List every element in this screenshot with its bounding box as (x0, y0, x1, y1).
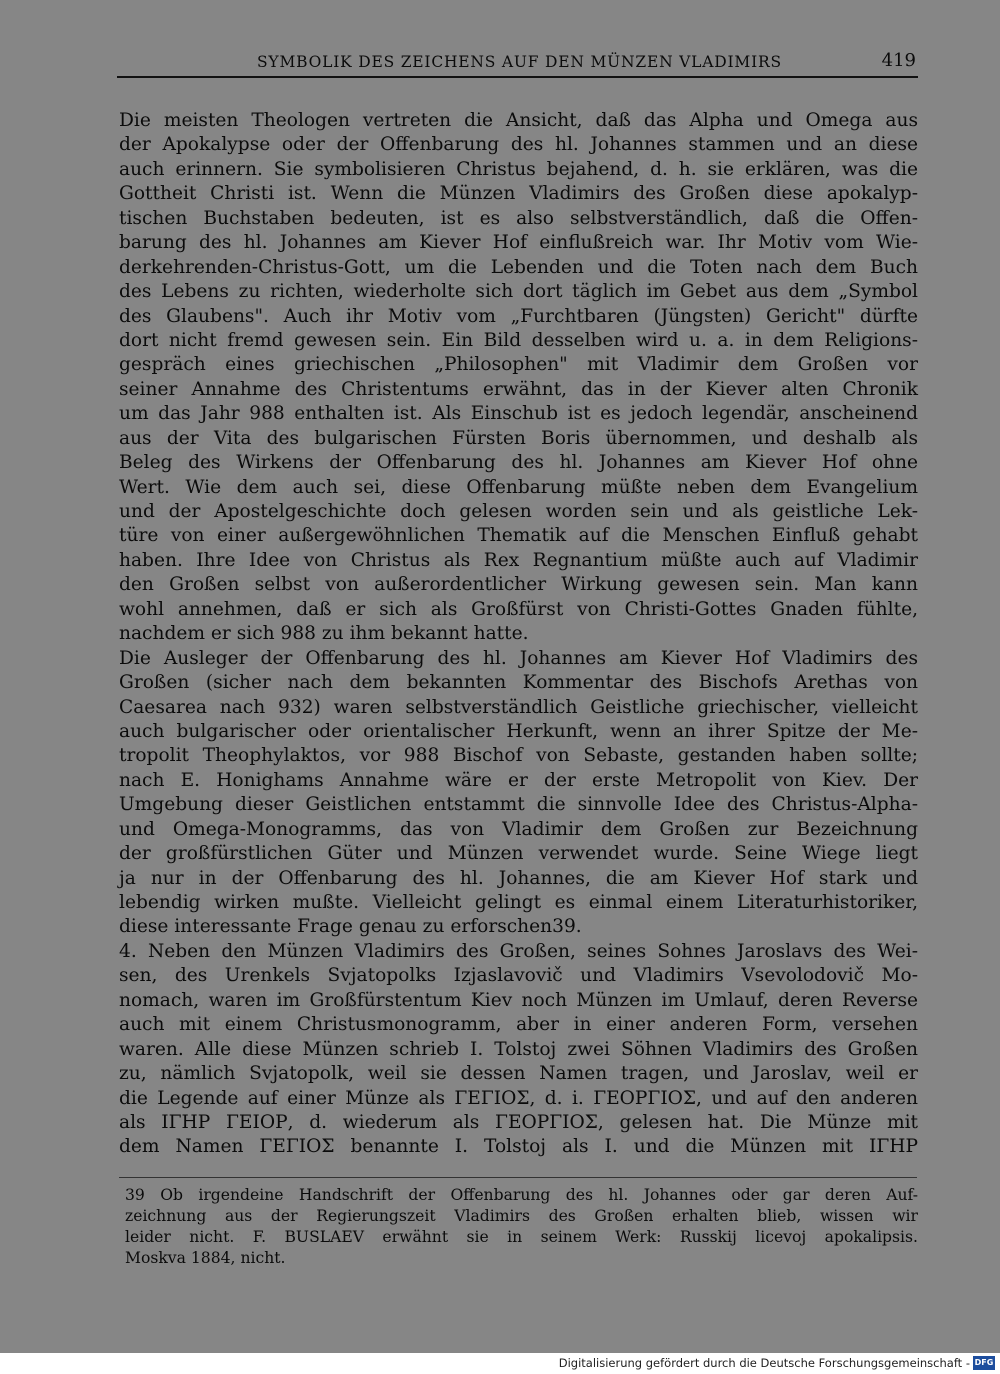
text-line: Beleg des Wirkens der Offenbarung des hl. Johannes am Kiever Hof ohne (119, 452, 918, 474)
text-line: ja nur in der Offenbarung des hl. Johannes, die am Kiever Hof stark und (119, 867, 918, 889)
text-line: und Omega-Monogramms, das von Vladimir dem Großen zur Bezeichnung (119, 818, 918, 840)
text-line: barung des hl. Johannes am Kiever Hof einflußreich war. Ihr Motiv vom Wie- (119, 232, 918, 254)
text-line: der großfürstlichen Güter und Münzen verwendet wurde. Seine Wiege liegt (119, 843, 918, 865)
text-line: nach E. Honighams Annahme wäre er der erste Metropolit von Kiev. Der (119, 769, 918, 791)
text-line: Die meisten Theologen vertreten die Ansicht, daß das Alpha und Omega aus (119, 110, 918, 131)
text-line: die Legende auf einer Münze als ΓΕΓΙΟΣ, d. i. ΓΕΟΡΓΙΟΣ, und auf den anderen (119, 1087, 918, 1109)
text-line: zu, nämlich Svjatopolk, weil sie dessen Namen tragen, und Jaroslav, weil er (119, 1063, 918, 1085)
text-line: Caesarea nach 932) waren selbstverständlich Geistliche griechischer, vielleicht (119, 696, 918, 718)
page-header (117, 50, 918, 78)
text-line: Die Ausleger der Offenbarung des hl. Johannes am Kiever Hof Vladimirs des (119, 647, 918, 669)
text-line: auch bulgarischer oder orientalischer Herkunft, wenn an ihrer Spitze der Me- (119, 720, 918, 742)
text-line: tropolit Theophylaktos, vor 988 Bischof von Sebaste, gestanden haben sollte; (119, 745, 918, 767)
text-line: 4. Neben den Münzen Vladimirs des Großen, seines Sohnes Jaroslavs des Wei- (119, 940, 918, 962)
text-line: nachdem er sich 988 zu ihm bekannt hatte. (119, 623, 529, 645)
text-line: auch mit einem Christusmonogramm, aber in einer anderen Form, versehen (119, 1014, 918, 1036)
text-line: tischen Buchstaben bedeuten, ist es also selbstverständlich, daß die Offen- (119, 207, 918, 229)
text-line: lebendig wirken mußte. Vielleicht gelingt es einmal einem Literaturhistoriker, (119, 892, 918, 913)
text-line: als ΙΓΗΡ ΓΕΙΟΡ, d. wiederum als ΓΕΟΡΓΙΟΣ, gelesen hat. Die Münze mit (119, 1111, 918, 1133)
text-line: dem Namen ΓΕΓΙΟΣ benannte I. Tolstoj als I. und die Münzen mit ΙΓΗΡ (119, 1136, 918, 1158)
footnote-line: zeichnung aus der Regierungszeit Vladimirs des Großen erhalten blieb, wissen wir (125, 1207, 918, 1225)
text-line: gespräch eines griechischen „Philosophen" mit Vladimir dem Großen vor (119, 354, 918, 376)
text-line: aus der Vita des bulgarischen Fürsten Boris übernommen, und deshalb als (119, 427, 918, 449)
text-line: türe von einer außergewöhnlichen Thematik auf die Menschen Einfluß gehabt (119, 525, 918, 547)
text-line: nomach, waren im Großfürstentum Kiev noch Münzen im Umlauf, deren Reverse (119, 989, 918, 1011)
text-line: den Großen selbst von außerordentlicher Wirkung gewesen sein. Man kann (119, 574, 918, 596)
text-line: der Apokalypse oder der Offenbarung des hl. Johannes stammen und an diese (119, 134, 918, 156)
text-line: um das Jahr 988 enthalten ist. Als Einschub ist es jedoch legendär, anscheinend (119, 403, 918, 425)
footnote-line: 39 Ob irgendeine Handschrift der Offenbarung des hl. Johannes oder gar deren Auf- (125, 1186, 918, 1204)
main-text (119, 109, 918, 1160)
text-line: seiner Annahme des Christentums erwähnt, das in der Kiever alten Chronik (119, 378, 918, 400)
dfg-logo: DFG (973, 1356, 995, 1370)
footnote-rule (119, 1177, 917, 1178)
running-head: SYMBOLIK DES ZEICHENS AUF DEN MÜNZEN VLADIMIRS (257, 53, 782, 71)
text-line: Gottheit Christi ist. Wenn die Münzen Vladimirs des Großen diese apokalyp- (119, 183, 918, 205)
footnotes (125, 1185, 918, 1269)
text-line: auch erinnern. Sie symbolisieren Christus bejahend, d. h. sie erklären, was die (119, 158, 918, 180)
text-line: haben. Ihre Idee von Christus als Rex Regnantium müßte auch auf Vladimir (119, 549, 918, 571)
text-line: sen, des Urenkels Svjatopolks Izjaslavovič und Vladimirs Vsevolodovič Mo- (119, 965, 918, 987)
text-line: dort nicht fremd gewesen sein. Ein Bild desselben wird u. a. in dem Religions- (119, 329, 918, 351)
digitization-footer (0, 1353, 1000, 1374)
text-line: Großen (sicher nach dem bekannten Kommentar des Bischofs Arethas von (119, 672, 918, 694)
text-line: waren. Alle diese Münzen schrieb I. Tolstoj zwei Söhnen Vladimirs des Großen (119, 1038, 918, 1060)
footnote-line: Moskva 1884, nicht. (125, 1249, 286, 1267)
text-line: des Lebens zu richten, wiederholte sich dort täglich im Gebet aus dem „Symbol (119, 281, 918, 303)
text-line: Umgebung dieser Geistlichen entstammt die sinnvolle Idee des Christus-Alpha- (119, 794, 918, 816)
footer-credit: Digitalisierung gefördert durch die Deutsche Forschungsgemeinschaft - (558, 1356, 970, 1370)
text-line: derkehrenden-Christus-Gott, um die Lebenden und die Toten nach dem Buch (119, 256, 918, 278)
text-line: wohl annehmen, daß er sich als Großfürst von Christi-Gottes Gnaden fühlte, (119, 598, 918, 620)
page-number: 419 (881, 50, 916, 71)
text-line: Wert. Wie dem auch sei, diese Offenbarung müßte neben dem Evangelium (119, 476, 918, 498)
text-line: des Glaubens". Auch ihr Motiv vom „Furchtbaren (Jüngsten) Gericht" dürfte (119, 305, 918, 327)
text-line: diese interessante Frage genau zu erforschen39. (119, 916, 582, 938)
text-line: und der Apostelgeschichte doch gelesen worden sein und als geistliche Lek- (119, 501, 918, 522)
footnote-line: leider nicht. F. BUSLAEV erwähnt sie in seinem Werk: Russkij licevoj apokalipsis. (125, 1228, 918, 1246)
